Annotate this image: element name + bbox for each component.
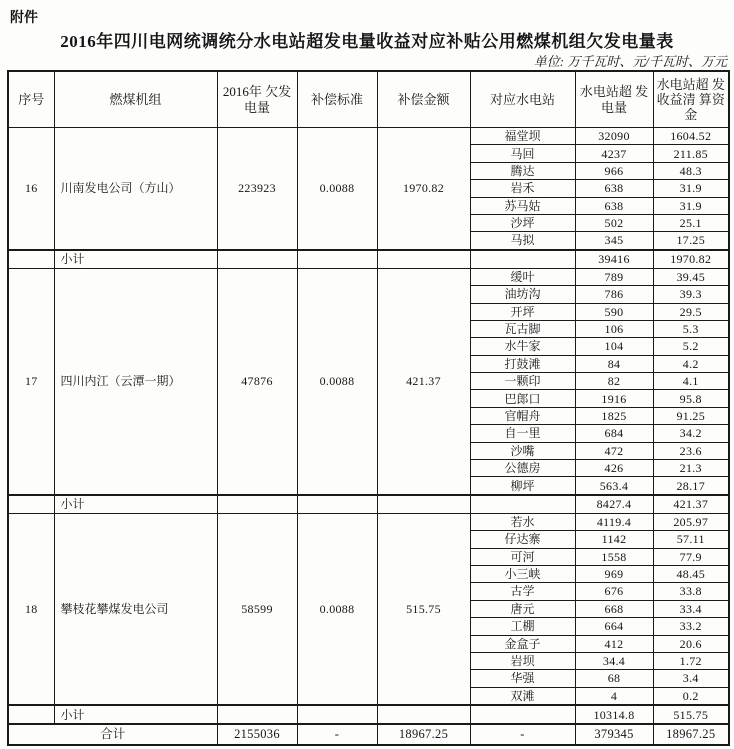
- subtotal-index-cell: [8, 495, 54, 514]
- station-name-cell: 工棚: [470, 618, 575, 635]
- shortfall-cell: 47876: [217, 268, 297, 495]
- station-name-cell: 古学: [470, 583, 575, 600]
- header-row: [8, 71, 729, 128]
- subtotal-label-cell: 小计: [54, 250, 217, 269]
- subtotal-overgen-cell: 8427.4: [575, 495, 653, 514]
- station-overgen-cell: 472: [575, 442, 653, 459]
- coal-unit-name-cell: 川南发电公司（方山）: [54, 128, 217, 250]
- subtotal-empty-cell: [217, 705, 297, 724]
- total-label-cell: 合计: [8, 724, 217, 745]
- main-table: [7, 70, 730, 746]
- station-overgen-cell: 502: [575, 214, 653, 231]
- amount-cell: 421.37: [377, 268, 470, 495]
- station-overgen-cell: 1142: [575, 531, 653, 548]
- station-fund-cell: 28.17: [653, 477, 729, 495]
- station-overgen-cell: 789: [575, 268, 653, 285]
- station-fund-cell: 211.85: [653, 145, 729, 162]
- coal-unit-name-cell: 四川内江（云潭一期）: [54, 268, 217, 495]
- station-overgen-cell: 1558: [575, 548, 653, 565]
- station-overgen-cell: 106: [575, 320, 653, 337]
- station-fund-cell: 205.97: [653, 513, 729, 530]
- station-fund-cell: 17.25: [653, 232, 729, 250]
- station-name-cell: 仔达寨: [470, 531, 575, 548]
- station-row: [8, 268, 729, 285]
- section-index-cell: 16: [8, 128, 54, 250]
- subtotal-empty-cell: [217, 250, 297, 269]
- station-overgen-cell: 4119.4: [575, 513, 653, 530]
- station-overgen-cell: 1916: [575, 390, 653, 407]
- station-fund-cell: 77.9: [653, 548, 729, 565]
- subtotal-row: [8, 705, 729, 724]
- station-fund-cell: 23.6: [653, 442, 729, 459]
- col-header-1: 燃煤机组: [54, 71, 217, 128]
- col-header-2: 2016年 欠发电量: [217, 71, 297, 128]
- station-name-cell: 开坪: [470, 303, 575, 320]
- subtotal-index-cell: [8, 705, 54, 724]
- subtotal-empty-cell: [297, 495, 377, 514]
- subtotal-empty-cell: [217, 495, 297, 514]
- station-name-cell: 福堂坝: [470, 128, 575, 145]
- amount-cell: 515.75: [377, 513, 470, 705]
- station-fund-cell: 48.45: [653, 565, 729, 582]
- station-fund-cell: 33.4: [653, 600, 729, 617]
- table-header: [8, 71, 729, 128]
- station-overgen-cell: 638: [575, 180, 653, 197]
- station-fund-cell: 25.1: [653, 214, 729, 231]
- col-header-6: 水电站超 发电量: [575, 71, 653, 128]
- total-overgen-cell: 379345: [575, 724, 653, 745]
- station-name-cell: 柳坪: [470, 477, 575, 495]
- station-overgen-cell: 969: [575, 565, 653, 582]
- station-overgen-cell: 68: [575, 670, 653, 687]
- station-fund-cell: 3.4: [653, 670, 729, 687]
- col-header-7: 水电站超 发收益清 算资金: [653, 71, 729, 128]
- station-fund-cell: 5.2: [653, 338, 729, 355]
- station-name-cell: 公德房: [470, 460, 575, 477]
- station-name-cell: 岩禾: [470, 180, 575, 197]
- station-fund-cell: 95.8: [653, 390, 729, 407]
- station-name-cell: 若水: [470, 513, 575, 530]
- station-name-cell: 自一里: [470, 425, 575, 442]
- station-name-cell: 唐元: [470, 600, 575, 617]
- subtotal-label-cell: 小计: [54, 705, 217, 724]
- subtotal-empty-cell: [377, 705, 470, 724]
- subtotal-empty-cell: [297, 250, 377, 269]
- station-fund-cell: 1.72: [653, 652, 729, 669]
- station-fund-cell: 33.2: [653, 618, 729, 635]
- station-name-cell: 官帽舟: [470, 407, 575, 424]
- station-fund-cell: 48.3: [653, 162, 729, 179]
- rate-cell: 0.0088: [297, 513, 377, 705]
- subtotal-index-cell: [8, 250, 54, 269]
- total-shortfall-cell: 2155036: [217, 724, 297, 745]
- station-overgen-cell: 34.4: [575, 652, 653, 669]
- station-name-cell: 水牛家: [470, 338, 575, 355]
- total-row: [8, 724, 729, 745]
- page-title: 2016年四川电网统调统分水电站超发电量收益对应补贴公用燃煤机组欠发电量表: [60, 32, 674, 51]
- station-fund-cell: 4.2: [653, 355, 729, 372]
- station-fund-cell: 31.9: [653, 197, 729, 214]
- station-name-cell: 岩坝: [470, 652, 575, 669]
- station-overgen-cell: 590: [575, 303, 653, 320]
- section-index-cell: 17: [8, 268, 54, 495]
- station-overgen-cell: 82: [575, 373, 653, 390]
- station-fund-cell: 34.2: [653, 425, 729, 442]
- station-overgen-cell: 676: [575, 583, 653, 600]
- station-name-cell: 腾达: [470, 162, 575, 179]
- station-name-cell: 双滩: [470, 687, 575, 705]
- station-fund-cell: 33.8: [653, 583, 729, 600]
- station-fund-cell: 91.25: [653, 407, 729, 424]
- subtotal-empty-cell: [470, 705, 575, 724]
- station-name-cell: 可河: [470, 548, 575, 565]
- total-rate-cell: -: [297, 724, 377, 745]
- total-station-cell: -: [470, 724, 575, 745]
- subtotal-empty-cell: [377, 495, 470, 514]
- total-fund-cell: 18967.25: [653, 724, 729, 745]
- station-name-cell: 华强: [470, 670, 575, 687]
- subtotal-fund-cell: 1970.82: [653, 250, 729, 269]
- station-overgen-cell: 664: [575, 618, 653, 635]
- station-row: [8, 128, 729, 145]
- station-overgen-cell: 563.4: [575, 477, 653, 495]
- station-overgen-cell: 426: [575, 460, 653, 477]
- subtotal-overgen-cell: 39416: [575, 250, 653, 269]
- station-overgen-cell: 84: [575, 355, 653, 372]
- station-fund-cell: 39.45: [653, 268, 729, 285]
- station-overgen-cell: 4: [575, 687, 653, 705]
- rate-cell: 0.0088: [297, 128, 377, 250]
- station-name-cell: 苏马姑: [470, 197, 575, 214]
- total-amount-cell: 18967.25: [377, 724, 470, 745]
- rate-cell: 0.0088: [297, 268, 377, 495]
- subtotal-empty-cell: [470, 250, 575, 269]
- station-name-cell: 金盒子: [470, 635, 575, 652]
- station-name-cell: 打鼓滩: [470, 355, 575, 372]
- station-name-cell: 沙坪: [470, 214, 575, 231]
- subtotal-row: [8, 495, 729, 514]
- subtotal-fund-cell: 421.37: [653, 495, 729, 514]
- station-name-cell: 油坊沟: [470, 286, 575, 303]
- station-fund-cell: 21.3: [653, 460, 729, 477]
- station-overgen-cell: 104: [575, 338, 653, 355]
- station-name-cell: 沙嘴: [470, 442, 575, 459]
- station-overgen-cell: 412: [575, 635, 653, 652]
- station-name-cell: 巴郎口: [470, 390, 575, 407]
- station-fund-cell: 57.11: [653, 531, 729, 548]
- station-row: [8, 513, 729, 530]
- unit-note: 单位: 万千瓦时、元/千瓦时、万元: [533, 54, 727, 69]
- station-fund-cell: 4.1: [653, 373, 729, 390]
- station-name-cell: 马回: [470, 145, 575, 162]
- coal-unit-name-cell: 攀枝花攀煤发电公司: [54, 513, 217, 705]
- station-overgen-cell: 345: [575, 232, 653, 250]
- shortfall-cell: 223923: [217, 128, 297, 250]
- station-overgen-cell: 32090: [575, 128, 653, 145]
- subtotal-fund-cell: 515.75: [653, 705, 729, 724]
- station-name-cell: 一颗印: [470, 373, 575, 390]
- amount-cell: 1970.82: [377, 128, 470, 250]
- station-overgen-cell: 966: [575, 162, 653, 179]
- station-name-cell: 小三峡: [470, 565, 575, 582]
- station-fund-cell: 20.6: [653, 635, 729, 652]
- subtotal-empty-cell: [470, 495, 575, 514]
- station-name-cell: 缓叶: [470, 268, 575, 285]
- attachment-label: 附件: [10, 11, 38, 26]
- subtotal-empty-cell: [377, 250, 470, 269]
- station-fund-cell: 5.3: [653, 320, 729, 337]
- station-overgen-cell: 684: [575, 425, 653, 442]
- shortfall-cell: 58599: [217, 513, 297, 705]
- subtotal-row: [8, 250, 729, 269]
- section-index-cell: 18: [8, 513, 54, 705]
- station-overgen-cell: 1825: [575, 407, 653, 424]
- station-name-cell: 马拟: [470, 232, 575, 250]
- station-fund-cell: 31.9: [653, 180, 729, 197]
- station-fund-cell: 29.5: [653, 303, 729, 320]
- table-body: [8, 128, 729, 746]
- station-overgen-cell: 4237: [575, 145, 653, 162]
- station-fund-cell: 0.2: [653, 687, 729, 705]
- station-fund-cell: 1604.52: [653, 128, 729, 145]
- station-overgen-cell: 638: [575, 197, 653, 214]
- subtotal-label-cell: 小计: [54, 495, 217, 514]
- col-header-5: 对应水电站: [470, 71, 575, 128]
- col-header-3: 补偿标准: [297, 71, 377, 128]
- station-fund-cell: 39.3: [653, 286, 729, 303]
- subtotal-overgen-cell: 10314.8: [575, 705, 653, 724]
- col-header-0: 序号: [8, 71, 54, 128]
- station-name-cell: 瓦古脚: [470, 320, 575, 337]
- subtotal-empty-cell: [297, 705, 377, 724]
- station-overgen-cell: 786: [575, 286, 653, 303]
- col-header-4: 补偿金额: [377, 71, 470, 128]
- station-overgen-cell: 668: [575, 600, 653, 617]
